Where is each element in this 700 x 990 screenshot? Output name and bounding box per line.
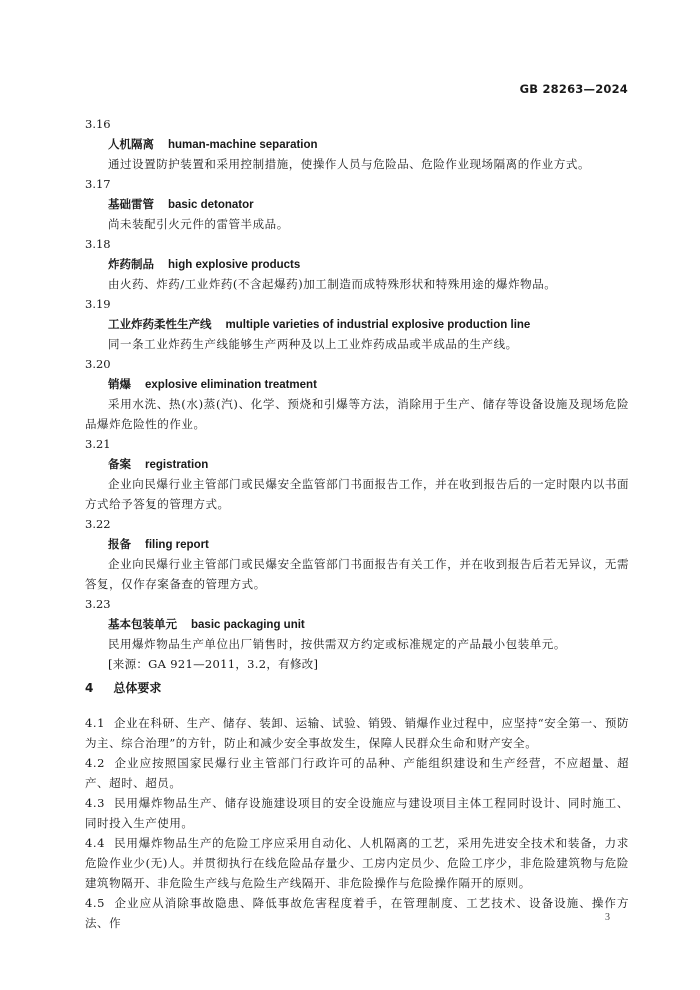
- term-number: 3.22: [85, 517, 111, 531]
- terms-list: [85, 114, 629, 674]
- clause-text: 企业在科研、生产、储存、装卸、运输、试验、销毁、销爆作业过程中，应坚持“安全第一、预防为主、综合治理”的方针，防止和减少安全事故发生，保障人民群众生命和财产安全。: [85, 716, 629, 750]
- section-number: 4: [85, 681, 94, 695]
- term-entry: [85, 354, 629, 434]
- term-definition: 由火药、炸药/工业炸药(不含起爆药)加工制造而成特殊形状和特殊用途的爆炸物品。: [108, 277, 557, 291]
- clause-number: 4.2: [85, 756, 105, 770]
- term-title: [85, 374, 629, 394]
- term-entry: [85, 294, 629, 354]
- term-number: 3.16: [85, 117, 111, 131]
- term-definition: 民用爆炸物品生产单位出厂销售时，按供需双方约定或标准规定的产品最小包装单元。: [108, 637, 566, 651]
- term-title: [85, 134, 629, 154]
- term-entry: [85, 434, 629, 514]
- term-chinese: 备案: [108, 457, 131, 471]
- clause-paragraph: [85, 713, 629, 753]
- term-definition: 通过设置防护装置和采用控制措施，使操作人员与危险品、危险作业现场隔离的作业方式。: [108, 157, 590, 171]
- clause-paragraph: [85, 833, 629, 893]
- term-english: high explosive products: [168, 259, 301, 271]
- term-definition: 企业向民爆行业主管部门或民爆安全监管部门书面报告有关工作，并在收到报告后若无异议，无需答复，仅作存案备查的管理方式。: [85, 557, 629, 591]
- clause-text: 企业应从消除事故隐患、降低事故危害程度着手，在管理制度、工艺技术、设备设施、操作方法、作: [85, 896, 629, 930]
- term-entry: [85, 114, 629, 174]
- term-chinese: 人机隔离: [108, 137, 154, 151]
- term-chinese: 基础雷管: [108, 197, 154, 211]
- standard-number: GB 28263—2024: [519, 82, 628, 96]
- clause-number: 4.4: [85, 836, 105, 850]
- term-chinese: 基本包装单元: [108, 617, 177, 631]
- term-number: 3.19: [85, 297, 111, 311]
- term-english: basic packaging unit: [191, 619, 305, 631]
- clause-paragraph: [85, 753, 629, 793]
- clause-text: 企业应按照国家民爆行业主管部门行政许可的品种、产能组织建设和生产经营，不应超量、超产、超时、超员。: [85, 756, 629, 790]
- term-number: 3.18: [85, 237, 111, 251]
- term-english: filing report: [145, 539, 209, 551]
- term-title: [85, 254, 629, 274]
- term-entry: [85, 174, 629, 234]
- term-chinese: 报备: [108, 537, 131, 551]
- term-title: [85, 194, 629, 214]
- section-heading: [85, 678, 161, 698]
- clause-number: 4.3: [85, 796, 105, 810]
- term-definition: 企业向民爆行业主管部门或民爆安全监管部门书面报告工作，并在收到报告后的一定时限内以书面方式给予答复的管理方式。: [85, 477, 629, 511]
- term-title: [85, 534, 629, 554]
- term-chinese: 销爆: [108, 377, 131, 391]
- term-english: basic detonator: [168, 199, 254, 211]
- term-definition: 采用水洗、热(水)蒸(汽)、化学、预烧和引爆等方法，消除用于生产、储存等设备设施及现场危险品爆炸危险性的作业。: [85, 397, 629, 431]
- term-chinese: 工业炸药柔性生产线: [108, 317, 212, 331]
- term-title: [85, 314, 629, 334]
- term-number: 3.23: [85, 597, 111, 611]
- term-definition: 尚未装配引火元件的雷管半成品。: [108, 217, 289, 231]
- clause-paragraph: [85, 793, 629, 833]
- term-number: 3.17: [85, 177, 111, 191]
- term-chinese: 炸药制品: [108, 257, 154, 271]
- clause-number: 4.1: [85, 716, 105, 730]
- term-entry: [85, 234, 629, 294]
- term-entry: [85, 594, 629, 674]
- term-english: multiple varieties of industrial explosive production line: [225, 319, 531, 331]
- clause-text: 民用爆炸物品生产的危险工序应采用自动化、人机隔离的工艺，采用先进安全技术和装备，力求危险作业少(无)人。并贯彻执行在线危险品存量少、工房内定员少、危险工序少，非危险建筑物与危险建筑物隔开、非危险生产线与危险生产线隔开、非危险操作与危险操作隔开的原则。: [85, 836, 629, 890]
- term-entry: [85, 514, 629, 594]
- term-title: [85, 614, 629, 634]
- clause-text: 民用爆炸物品生产、储存设施建设项目的安全设施应与建设项目主体工程同时设计、同时施工、同时投入生产使用。: [85, 796, 629, 830]
- term-english: explosive elimination treatment: [145, 379, 317, 391]
- clause-number: 4.5: [85, 896, 105, 910]
- clause-paragraph: [85, 893, 629, 933]
- section-title: 总体要求: [113, 681, 162, 695]
- term-title: [85, 454, 629, 474]
- term-number: 3.20: [85, 357, 111, 371]
- term-source: [来源：GA 921—2011，3.2，有修改]: [108, 657, 319, 671]
- term-number: 3.21: [85, 437, 111, 451]
- term-english: registration: [145, 459, 209, 471]
- page-number: 3: [605, 912, 610, 923]
- requirements-list: [85, 713, 629, 933]
- term-english: human-machine separation: [168, 139, 318, 151]
- term-definition: 同一条工业炸药生产线能够生产两种及以上工业炸药成品或半成品的生产线。: [108, 337, 518, 351]
